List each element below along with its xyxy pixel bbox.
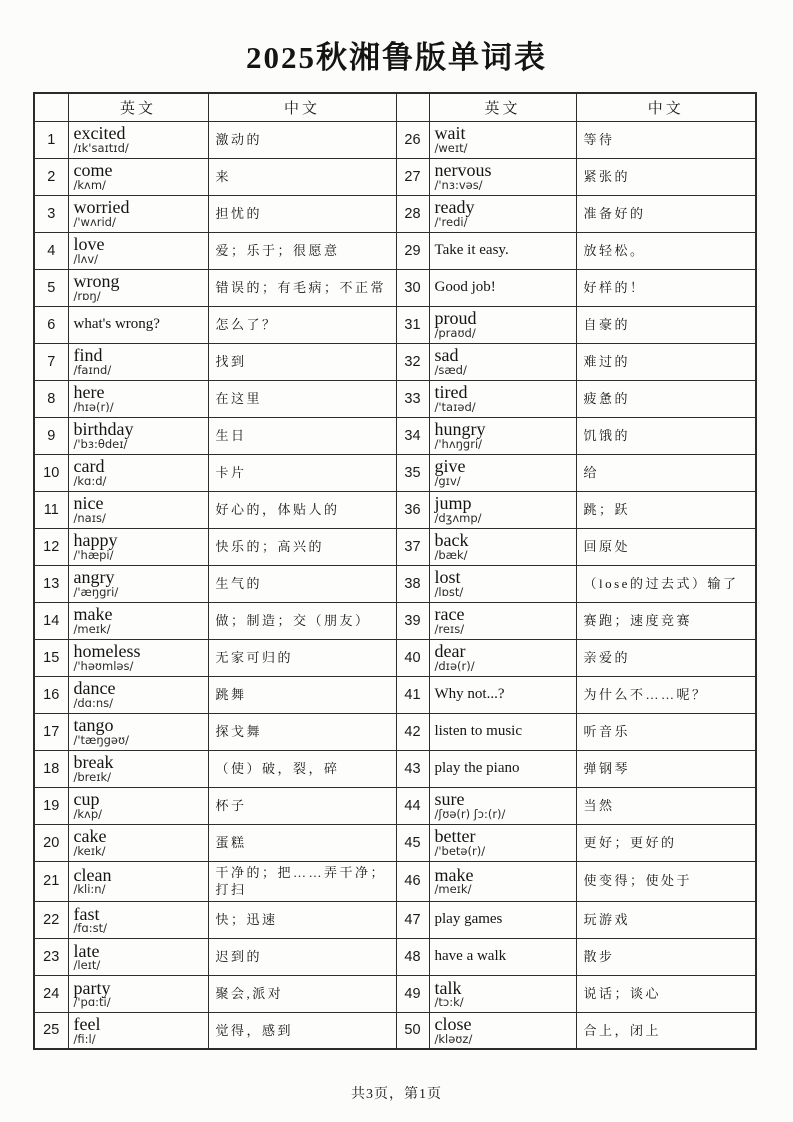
- row-number: 38: [396, 565, 429, 602]
- phonetic-transcription: /kɑ:d/: [73, 473, 107, 488]
- row-number: 29: [396, 232, 429, 269]
- row-number: 42: [396, 713, 429, 750]
- phonetic-transcription: /'pɑ:ti/: [73, 994, 111, 1009]
- phonetic-transcription: /leɪt/: [73, 957, 101, 972]
- table-row: [34, 565, 756, 602]
- english-cell: [68, 269, 208, 306]
- phonetic-transcription: /'hæpi/: [73, 547, 114, 562]
- header-row: [34, 93, 756, 121]
- table-row: [34, 417, 756, 454]
- vocab-table-body: [34, 121, 756, 1049]
- phonetic-transcription: /weɪt/: [434, 140, 468, 155]
- chinese-meaning: 做；制造；交（朋友）: [208, 602, 396, 639]
- row-number: 6: [34, 306, 68, 343]
- row-number: 19: [34, 787, 68, 824]
- english-cell: [429, 158, 576, 195]
- english-cell: [429, 454, 576, 491]
- english-word: tired: [434, 382, 468, 403]
- row-number: 7: [34, 343, 68, 380]
- table-row: [34, 975, 756, 1012]
- english-word: play the piano: [434, 759, 520, 776]
- english-cell: [68, 565, 208, 602]
- row-number: 48: [396, 938, 429, 975]
- phonetic-transcription: /dɑ:ns/: [73, 695, 114, 710]
- chinese-meaning: 干净的；把……弄干净；打扫: [208, 861, 396, 901]
- row-number: 8: [34, 380, 68, 417]
- english-word: happy: [73, 530, 118, 551]
- english-word: come: [73, 160, 113, 181]
- english-cell: [68, 713, 208, 750]
- phonetic-transcription: /'bɜ:θdeɪ/: [73, 436, 128, 451]
- english-cell: [429, 232, 576, 269]
- chinese-meaning: 快；迅速: [208, 901, 396, 938]
- chinese-meaning: 赛跑；速度竞赛: [576, 602, 756, 639]
- phonetic-transcription: /reɪs/: [434, 621, 465, 636]
- row-number: 5: [34, 269, 68, 306]
- english-cell: [68, 676, 208, 713]
- english-word: angry: [73, 567, 115, 588]
- chinese-meaning: 爱；乐于；很愿意: [208, 232, 396, 269]
- phonetic-transcription: /'nɜ:vəs/: [434, 177, 483, 192]
- phonetic-transcription: /tɔ:k/: [434, 994, 464, 1009]
- english-word: here: [73, 382, 105, 403]
- english-word: back: [434, 530, 469, 551]
- table-row: [34, 306, 756, 343]
- phonetic-transcription: /kʌm/: [73, 177, 106, 192]
- english-cell: [68, 417, 208, 454]
- page-title: 2025秋湘鲁版单词表: [246, 40, 547, 75]
- english-word: birthday: [73, 419, 134, 440]
- english-word: have a walk: [434, 947, 507, 964]
- row-number: 12: [34, 528, 68, 565]
- english-cell: [429, 676, 576, 713]
- chinese-meaning: 放轻松。: [576, 232, 756, 269]
- column-header-english: 英文: [68, 93, 208, 121]
- english-word: party: [73, 977, 111, 998]
- english-word: listen to music: [434, 722, 522, 739]
- english-word: ready: [434, 197, 475, 218]
- english-word: late: [73, 940, 100, 961]
- phonetic-transcription: /'redi/: [434, 214, 468, 229]
- table-row: [34, 1012, 756, 1049]
- english-cell: [68, 491, 208, 528]
- chinese-meaning: （使）破，裂，碎: [208, 750, 396, 787]
- english-cell: [68, 602, 208, 639]
- english-word: hungry: [434, 419, 486, 440]
- chinese-meaning: 觉得，感到: [208, 1012, 396, 1049]
- page-footer: 共3页，第1页: [351, 1087, 442, 1102]
- english-cell: [68, 380, 208, 417]
- chinese-meaning: 找到: [208, 343, 396, 380]
- phonetic-transcription: /hɪə(r)/: [73, 399, 114, 414]
- english-word: clean: [73, 865, 112, 885]
- english-word: better: [434, 826, 476, 847]
- table-row: [34, 639, 756, 676]
- english-cell: [68, 901, 208, 938]
- chinese-meaning: 怎么了？: [208, 306, 396, 343]
- row-number: 23: [34, 938, 68, 975]
- phonetic-transcription: /faɪnd/: [73, 362, 112, 377]
- chinese-meaning: 难过的: [576, 343, 756, 380]
- row-number: 20: [34, 824, 68, 861]
- row-number: 22: [34, 901, 68, 938]
- row-number: 24: [34, 975, 68, 1012]
- chinese-meaning: 生日: [208, 417, 396, 454]
- phonetic-transcription: /ʃʊə(r) ʃɔ:(r)/: [434, 806, 506, 821]
- row-number: 34: [396, 417, 429, 454]
- column-header-chinese: 中文: [208, 93, 396, 121]
- chinese-meaning: 快乐的；高兴的: [208, 528, 396, 565]
- row-number: 10: [34, 454, 68, 491]
- row-number: 3: [34, 195, 68, 232]
- english-cell: [68, 975, 208, 1012]
- english-word: give: [434, 456, 466, 477]
- phonetic-transcription: /kʌp/: [73, 806, 103, 821]
- row-number: 35: [396, 454, 429, 491]
- english-cell: [429, 195, 576, 232]
- table-row: [34, 195, 756, 232]
- phonetic-transcription: /meɪk/: [73, 621, 111, 636]
- chinese-meaning: 回原处: [576, 528, 756, 565]
- row-number: 14: [34, 602, 68, 639]
- row-number: 28: [396, 195, 429, 232]
- english-word: love: [73, 234, 105, 255]
- english-word: fast: [73, 903, 100, 924]
- row-number: 45: [396, 824, 429, 861]
- column-header-number: [34, 93, 68, 121]
- phonetic-transcription: /fɑ:st/: [73, 920, 107, 935]
- row-number: 13: [34, 565, 68, 602]
- chinese-meaning: 错误的；有毛病；不正常: [208, 269, 396, 306]
- phonetic-transcription: /keɪk/: [73, 843, 106, 858]
- phonetic-transcription: /'betə(r)/: [434, 843, 486, 858]
- english-cell: [68, 938, 208, 975]
- english-word: wait: [434, 123, 466, 144]
- chinese-meaning: 听音乐: [576, 713, 756, 750]
- row-number: 36: [396, 491, 429, 528]
- english-cell: [429, 938, 576, 975]
- chinese-meaning: 准备好的: [576, 195, 756, 232]
- english-word: nervous: [434, 160, 492, 181]
- english-cell: [429, 565, 576, 602]
- row-number: 1: [34, 121, 68, 158]
- phonetic-transcription: /gɪv/: [434, 473, 461, 488]
- table-row: [34, 938, 756, 975]
- chinese-meaning: 亲爱的: [576, 639, 756, 676]
- chinese-meaning: 紧张的: [576, 158, 756, 195]
- chinese-meaning: 蛋糕: [208, 824, 396, 861]
- chinese-meaning: 聚会,派对: [208, 975, 396, 1012]
- english-word: Why not...?: [434, 685, 505, 702]
- english-cell: [429, 787, 576, 824]
- english-word: nice: [73, 493, 104, 514]
- chinese-meaning: 给: [576, 454, 756, 491]
- row-number: 32: [396, 343, 429, 380]
- english-word: wrong: [73, 271, 120, 292]
- table-row: [34, 787, 756, 824]
- chinese-meaning: 饥饿的: [576, 417, 756, 454]
- chinese-meaning: 疲惫的: [576, 380, 756, 417]
- chinese-meaning: 生气的: [208, 565, 396, 602]
- phonetic-transcription: /'taɪəd/: [434, 399, 476, 414]
- english-word: race: [434, 604, 465, 625]
- chinese-meaning: 探戈舞: [208, 713, 396, 750]
- row-number: 26: [396, 121, 429, 158]
- phonetic-transcription: /lʌv/: [73, 251, 99, 266]
- english-cell: [429, 750, 576, 787]
- table-row: [34, 750, 756, 787]
- chinese-meaning: 迟到的: [208, 938, 396, 975]
- english-word: sure: [434, 789, 465, 810]
- english-cell: [429, 602, 576, 639]
- row-number: 41: [396, 676, 429, 713]
- english-word: break: [73, 752, 114, 773]
- row-number: 40: [396, 639, 429, 676]
- row-number: 16: [34, 676, 68, 713]
- chinese-meaning: 无家可归的: [208, 639, 396, 676]
- phonetic-transcription: /lɒst/: [434, 584, 464, 599]
- phonetic-transcription: /naɪs/: [73, 510, 106, 525]
- row-number: 27: [396, 158, 429, 195]
- english-cell: [429, 306, 576, 343]
- english-cell: [429, 269, 576, 306]
- table-row: [34, 491, 756, 528]
- phonetic-transcription: /dʒʌmp/: [434, 510, 482, 525]
- row-number: 46: [396, 861, 429, 901]
- chinese-meaning: 玩游戏: [576, 901, 756, 938]
- english-cell: [68, 1012, 208, 1049]
- english-cell: [68, 750, 208, 787]
- row-number: 17: [34, 713, 68, 750]
- table-row: [34, 269, 756, 306]
- row-number: 33: [396, 380, 429, 417]
- english-word: Take it easy.: [434, 241, 509, 258]
- english-cell: [429, 713, 576, 750]
- chinese-meaning: 弹钢琴: [576, 750, 756, 787]
- english-word: make: [73, 604, 113, 625]
- english-word: what's wrong?: [73, 315, 160, 332]
- phonetic-transcription: /sæd/: [434, 362, 467, 377]
- chinese-meaning: 合上，闭上: [576, 1012, 756, 1049]
- english-word: sad: [434, 345, 459, 366]
- english-word: close: [434, 1014, 472, 1035]
- english-cell: [429, 861, 576, 901]
- english-word: talk: [434, 977, 462, 998]
- phonetic-transcription: /bæk/: [434, 547, 468, 562]
- table-row: [34, 676, 756, 713]
- row-number: 18: [34, 750, 68, 787]
- chinese-meaning: 在这里: [208, 380, 396, 417]
- table-row: [34, 380, 756, 417]
- english-cell: [68, 343, 208, 380]
- english-word: dear: [434, 641, 466, 662]
- chinese-meaning: 来: [208, 158, 396, 195]
- english-cell: [68, 639, 208, 676]
- english-word: lost: [434, 567, 461, 588]
- english-cell: [429, 491, 576, 528]
- english-word: card: [73, 456, 105, 477]
- english-cell: [429, 901, 576, 938]
- row-number: 37: [396, 528, 429, 565]
- chinese-meaning: 激动的: [208, 121, 396, 158]
- table-row: [34, 901, 756, 938]
- row-number: 31: [396, 306, 429, 343]
- english-word: play games: [434, 910, 503, 927]
- english-cell: [429, 824, 576, 861]
- chinese-meaning: 更好；更好的: [576, 824, 756, 861]
- english-word: make: [434, 865, 474, 885]
- english-word: worried: [73, 197, 130, 218]
- english-cell: [429, 121, 576, 158]
- chinese-meaning: 好心的，体贴人的: [208, 491, 396, 528]
- english-word: tango: [73, 715, 114, 736]
- row-number: 30: [396, 269, 429, 306]
- chinese-meaning: （lose的过去式）输了: [576, 565, 756, 602]
- row-number: 39: [396, 602, 429, 639]
- english-cell: [68, 232, 208, 269]
- english-word: find: [73, 345, 103, 366]
- chinese-meaning: 自豪的: [576, 306, 756, 343]
- english-cell: [68, 787, 208, 824]
- chinese-meaning: 散步: [576, 938, 756, 975]
- english-word: homeless: [73, 641, 141, 662]
- row-number: 50: [396, 1012, 429, 1049]
- english-word: Good job!: [434, 278, 496, 295]
- english-cell: [68, 824, 208, 861]
- phonetic-transcription: /meɪk/: [434, 882, 472, 897]
- english-word: cup: [73, 789, 100, 810]
- chinese-meaning: 使变得；使处于: [576, 861, 756, 901]
- phonetic-transcription: /kli:n/: [73, 882, 106, 897]
- chinese-meaning: 好样的！: [576, 269, 756, 306]
- english-cell: [429, 380, 576, 417]
- table-row: [34, 713, 756, 750]
- row-number: 15: [34, 639, 68, 676]
- english-cell: [429, 975, 576, 1012]
- english-cell: [68, 528, 208, 565]
- row-number: 25: [34, 1012, 68, 1049]
- chinese-meaning: 杯子: [208, 787, 396, 824]
- row-number: 4: [34, 232, 68, 269]
- column-header-chinese: 中文: [576, 93, 756, 121]
- row-number: 21: [34, 861, 68, 901]
- english-cell: [68, 861, 208, 901]
- row-number: 2: [34, 158, 68, 195]
- phonetic-transcription: /rɒŋ/: [73, 288, 101, 303]
- chinese-meaning: 担忧的: [208, 195, 396, 232]
- english-word: jump: [434, 493, 472, 514]
- english-word: cake: [73, 826, 107, 847]
- phonetic-transcription: /'həʊmləs/: [73, 658, 134, 673]
- phonetic-transcription: /fi:l/: [73, 1031, 96, 1046]
- phonetic-transcription: /'wʌrid/: [73, 214, 116, 229]
- column-header-english: 英文: [429, 93, 576, 121]
- chinese-meaning: 为什么不……呢？: [576, 676, 756, 713]
- table-row: [34, 232, 756, 269]
- table-row: [34, 602, 756, 639]
- row-number: 9: [34, 417, 68, 454]
- english-cell: [68, 158, 208, 195]
- table-row: [34, 121, 756, 158]
- table-row: [34, 824, 756, 861]
- row-number: 49: [396, 975, 429, 1012]
- english-cell: [68, 195, 208, 232]
- phonetic-transcription: /'tæŋgəʊ/: [73, 732, 129, 747]
- english-cell: [429, 639, 576, 676]
- chinese-meaning: 说话；谈心: [576, 975, 756, 1012]
- table-row: [34, 454, 756, 491]
- vocab-table: [33, 92, 757, 1050]
- table-row: [34, 861, 756, 901]
- table-row: [34, 528, 756, 565]
- table-row: [34, 343, 756, 380]
- phonetic-transcription: /ɪk'saɪtɪd/: [73, 140, 129, 155]
- english-cell: [68, 121, 208, 158]
- english-cell: [68, 454, 208, 491]
- chinese-meaning: 等待: [576, 121, 756, 158]
- row-number: 11: [34, 491, 68, 528]
- english-cell: [68, 306, 208, 343]
- phonetic-transcription: /'hʌŋgri/: [434, 436, 483, 451]
- chinese-meaning: 跳；跃: [576, 491, 756, 528]
- chinese-meaning: 卡片: [208, 454, 396, 491]
- english-word: dance: [73, 678, 116, 699]
- table-row: [34, 158, 756, 195]
- english-word: excited: [73, 123, 126, 144]
- phonetic-transcription: /praʊd/: [434, 325, 476, 340]
- column-header-number: [396, 93, 429, 121]
- row-number: 47: [396, 901, 429, 938]
- row-number: 44: [396, 787, 429, 824]
- english-cell: [429, 528, 576, 565]
- chinese-meaning: 跳舞: [208, 676, 396, 713]
- english-cell: [429, 1012, 576, 1049]
- phonetic-transcription: /breɪk/: [73, 769, 112, 784]
- english-word: proud: [434, 308, 477, 329]
- chinese-meaning: 当然: [576, 787, 756, 824]
- row-number: 43: [396, 750, 429, 787]
- english-cell: [429, 343, 576, 380]
- phonetic-transcription: /kləʊz/: [434, 1031, 473, 1046]
- phonetic-transcription: /dɪə(r)/: [434, 658, 475, 673]
- english-word: feel: [73, 1014, 101, 1035]
- english-cell: [429, 417, 576, 454]
- phonetic-transcription: /'æŋgri/: [73, 584, 119, 599]
